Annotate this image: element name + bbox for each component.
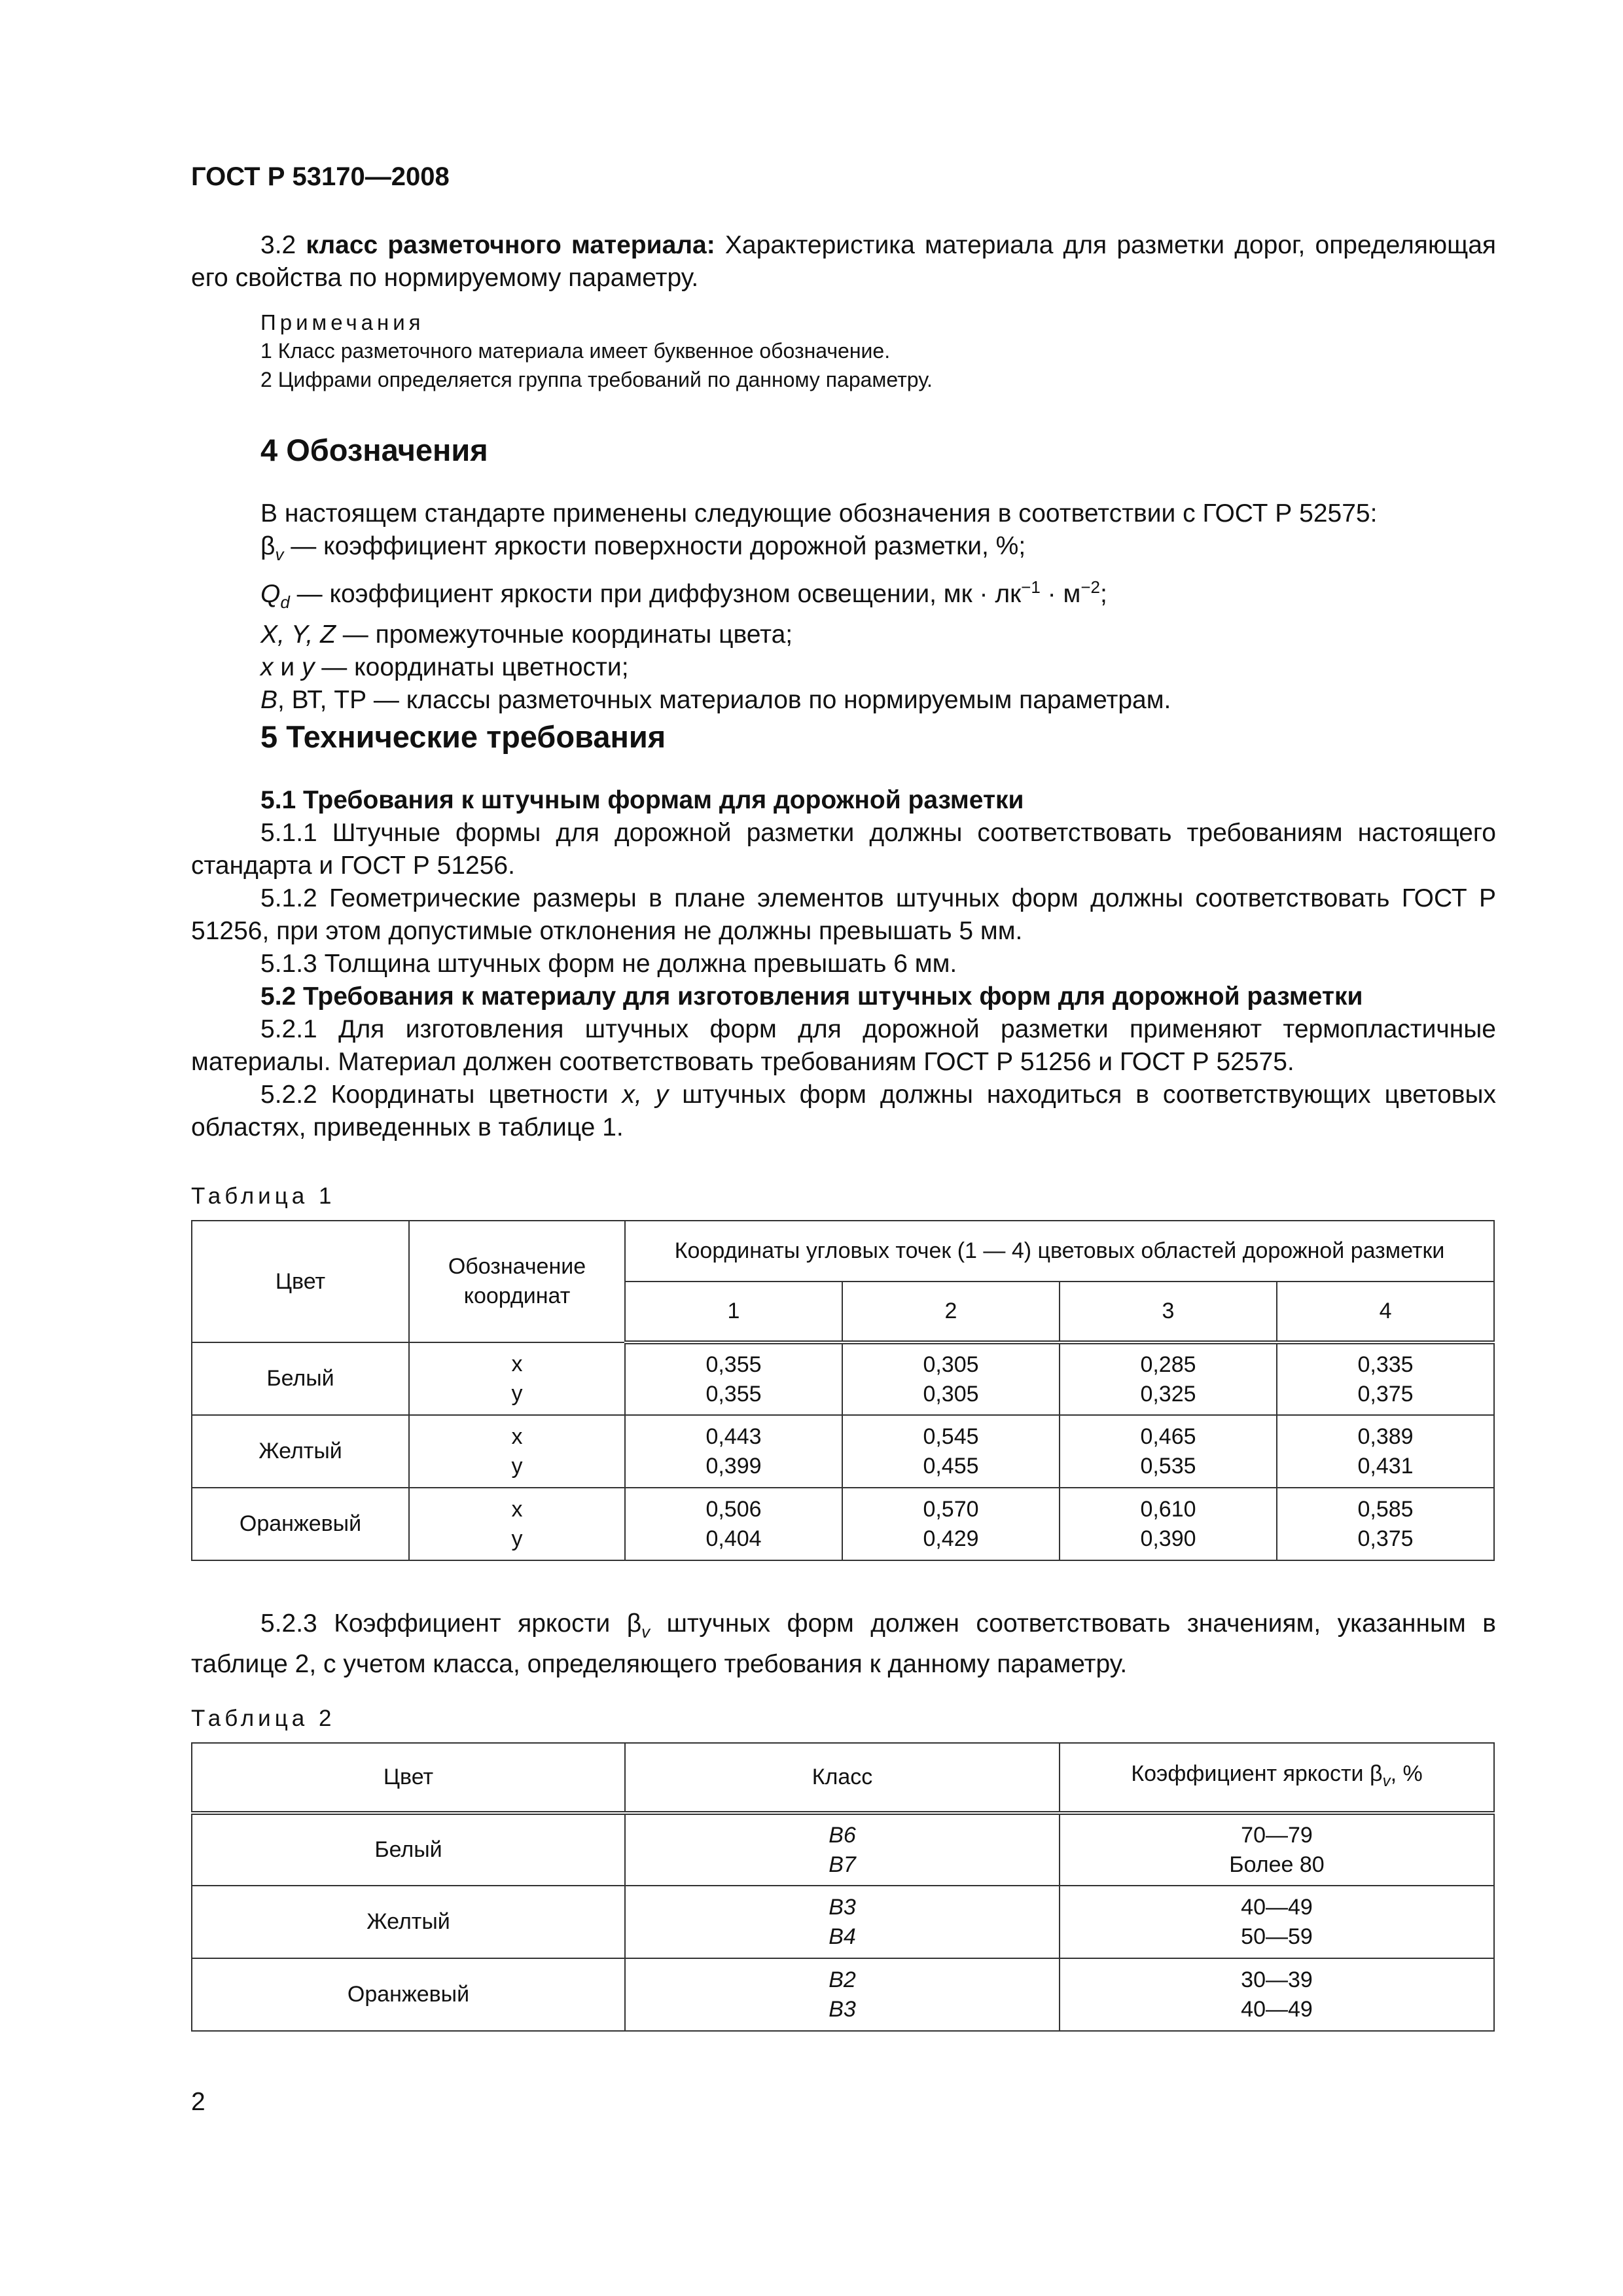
table-row (192, 1488, 1494, 1560)
clause-3-2 (191, 229, 1496, 295)
section-4-title: 4 Обозначения (260, 433, 488, 467)
table-cell-class: B6 B7 (625, 1813, 1060, 1886)
clause-number: 3.2 (260, 231, 296, 259)
table-row (192, 1415, 1494, 1488)
table-cell-coords: x y (409, 1342, 625, 1415)
table-1-header-color: Цвет (192, 1221, 409, 1342)
note-item: 2 Цифрами определяется группа требований по данному параметру. (260, 368, 933, 391)
subsection-5-2-title: 5.2 Требования к материалу для изготовления штучных форм для дорожной разметки (260, 982, 1363, 1011)
table-1-caption: Таблица 1 (191, 1183, 336, 1209)
table-1-header-group: Координаты угловых точек (1 — 4) цветовых областей дорожной разметки (625, 1221, 1494, 1282)
page-number: 2 (191, 2088, 205, 2116)
section-4-intro: В настоящем стандарте применены следующие обозначения в соответствии с ГОСТ Р 52575: (260, 499, 1378, 528)
notes-heading: Примечания (260, 310, 425, 334)
table-row (192, 1813, 1494, 1886)
table-cell-color: Желтый (192, 1886, 625, 1958)
paragraph-5-1-3: 5.1.3 Толщина штучных форм не должна превышать 6 мм. (260, 950, 957, 978)
paragraph-5-1-2: 5.1.2 Геометрические размеры в плане элементов штучных форм должны соответствовать ГОСТ Р 51256, при этом допустимые отклонения не должны превышать 5 мм. (191, 884, 1496, 945)
table-cell-value: 0,506 0,404 (625, 1488, 842, 1560)
table-2-header-class: Класс (625, 1743, 1060, 1813)
document-header: ГОСТ Р 53170—2008 (191, 162, 450, 191)
table-2-caption: Таблица 2 (191, 1706, 336, 1731)
paragraph-5-2-1: 5.2.1 Для изготовления штучных форм для дорожной разметки применяют термопластичные материалы. Материал должен соответствовать требованиям ГОСТ Р 51256 и ГОСТ Р 52575. (191, 1015, 1496, 1076)
table-2 (191, 1742, 1495, 2032)
table-cell-color: Оранжевый (192, 1488, 409, 1560)
table-cell-class: B2 B3 (625, 1958, 1060, 2031)
table-cell-color: Белый (192, 1342, 409, 1415)
table-cell-value: 0,443 0,399 (625, 1415, 842, 1488)
section-4-body (260, 497, 1497, 717)
clause-definition: Характеристика материала для разметки дорог, определяющая его свойства по нормируемому параметру. (191, 231, 1497, 292)
table-cell-color: Оранжевый (192, 1958, 625, 2031)
symbol-item: x и y — координаты цветности; (260, 653, 629, 681)
table-cell-class: B3 B4 (625, 1886, 1060, 1958)
table-cell-value: 0,585 0,375 (1277, 1488, 1494, 1560)
table-cell-value: 0,305 0,305 (842, 1342, 1060, 1415)
paragraph-5-1-1: 5.1.1 Штучные формы для дорожной разметки должны соответствовать требованиям настоящего стандарта и ГОСТ Р 51256. (191, 819, 1496, 880)
notes-block (260, 310, 1491, 394)
symbol-item: $\beta_v$ — коэффициент яркости поверхности дорожной разметки, %; (260, 532, 1026, 564)
table-cell-value: 0,465 0,535 (1060, 1415, 1277, 1488)
section-5-title: 5 Технические требования (260, 719, 666, 754)
table-cell-value: 0,355 0,355 (625, 1342, 842, 1415)
table-1-point-header: 4 (1277, 1282, 1494, 1342)
symbol-item: X, Y, Z — промежуточные координаты цвета; (260, 620, 793, 649)
table-1-point-header: 1 (625, 1282, 842, 1342)
table-cell-value: 0,285 0,325 (1060, 1342, 1277, 1415)
table-cell-value: 0,545 0,455 (842, 1415, 1060, 1488)
table-cell-value: 70—79 Более 80 (1060, 1813, 1494, 1886)
note-item: 1 Класс разметочного материала имеет буквенное обозначение. (260, 339, 891, 363)
table-cell-coords: x y (409, 1415, 625, 1488)
table-cell-value: 0,610 0,390 (1060, 1488, 1277, 1560)
symbol-item: $Q_d$ — коэффициент яркости при диффузном освещении, мк · $лк^{-1} \cdot м^{-2}$; (260, 577, 1107, 612)
subsection-5-1-title: 5.1 Требования к штучным формам для дорожной разметки (260, 786, 1024, 814)
table-1-point-header: 2 (842, 1282, 1060, 1342)
table-row (192, 1958, 1494, 2031)
table-1-point-header: 3 (1060, 1282, 1277, 1342)
table-cell-value: 30—39 40—49 (1060, 1958, 1494, 2031)
symbol-item: B, ВТ, ТР — классы разметочных материалов по нормируемым параметрам. (260, 685, 1171, 714)
paragraph-5-2-2: 5.2.2 Координаты цветности x, y штучных форм должны находиться в соответствующих цветовых областях, приведенных в таблице 1. (191, 1081, 1497, 1141)
table-cell-color: Белый (192, 1813, 625, 1886)
paragraph-5-2-3: 5.2.3 Коэффициент яркости $\beta_v$ штучных форм должен соответствовать значениям, указанным в таблице 2, с учетом класса, определяющего требования к данному параметру. (191, 1609, 1496, 1678)
table-cell-coords: x y (409, 1488, 625, 1560)
table-2-header-coef: Коэффициент яркости $\beta_v$, % (1060, 1743, 1494, 1813)
table-1-header-coord: Обозначение координат (409, 1221, 625, 1342)
clause-term: класс разметочного материала: (306, 231, 715, 259)
table-2-header-color: Цвет (192, 1743, 625, 1813)
table-row (192, 1886, 1494, 1958)
table-cell-value: 0,389 0,431 (1277, 1415, 1494, 1488)
table-cell-value: 40—49 50—59 (1060, 1886, 1494, 1958)
table-cell-value: 0,570 0,429 (842, 1488, 1060, 1560)
table-cell-value: 0,335 0,375 (1277, 1342, 1494, 1415)
table-1 (191, 1220, 1495, 1561)
table-row (192, 1342, 1494, 1415)
table-cell-color: Желтый (192, 1415, 409, 1488)
section-5-body (191, 784, 1496, 1144)
